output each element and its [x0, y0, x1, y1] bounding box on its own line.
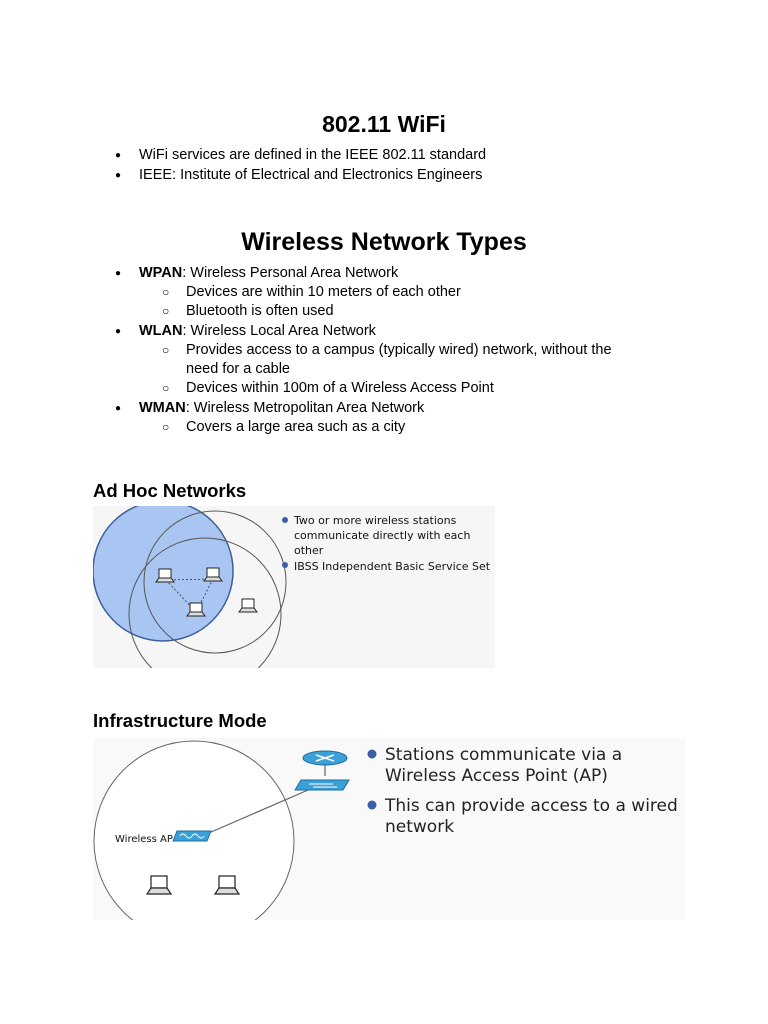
bullet-dot-icon [282, 562, 288, 568]
laptop-icon [215, 876, 239, 894]
router-icon [303, 751, 347, 765]
desc-wlan: : Wireless Local Area Network [182, 323, 376, 339]
bullet-dot-icon [368, 750, 377, 759]
wireless-ap-label: Wireless AP [115, 834, 173, 845]
access-point-icon [173, 831, 211, 841]
sub-wlan-campus-cont: need for a cable [186, 361, 290, 377]
adhoc-note-ibss: IBSS Independent Basic Service Set [294, 560, 491, 573]
adhoc-note-line2: communicate directly with each [294, 529, 471, 542]
term-wman: WMAN [139, 400, 186, 416]
bullet-ieee-definition: ● IEEE: Institute of Electrical and Electronics Engineers [139, 166, 482, 185]
bullet-wman [139, 399, 424, 418]
title-wireless-network-types: Wireless Network Types [241, 228, 527, 256]
sub-wpan-bluetooth: ○ Bluetooth is often used [186, 302, 334, 321]
desc-wman: : Wireless Metropolitan Area Network [185, 400, 425, 416]
svg-text:Two or more wireless stations [293, 514, 474, 557]
switch-icon [295, 780, 349, 790]
sub-wman-city: ○ Covers a large area such as a city [186, 418, 405, 437]
term-wpan: WPAN [139, 265, 183, 281]
sub-wlan-range: ○ Devices within 100m of a Wireless Access Point [186, 379, 494, 398]
svg-text:IBSS Independent Basic Service [294, 560, 491, 573]
laptop-icon [147, 876, 171, 894]
term-wlan: WLAN [139, 323, 183, 339]
bullet-wlan [139, 322, 376, 341]
infra-note-line2: Wireless Access Point (AP) [385, 766, 608, 786]
laptop-icon [239, 599, 257, 612]
laptop-icon [187, 603, 205, 616]
adhoc-note-line3: other [294, 544, 324, 557]
svg-text:Stations communicate via a [385, 745, 628, 786]
bullet-dot-icon [282, 517, 288, 523]
desc-wpan: : Wireless Personal Area Network [182, 265, 399, 281]
title-80211-wifi: 802.11 WiFi [322, 111, 446, 137]
sub-wlan-campus: ○ Provides access to a campus (typically wired) network, without the [186, 341, 612, 360]
laptop-icon [156, 569, 174, 582]
infra-note-line3: This can provide access to a wired [385, 796, 678, 816]
bullet-ieee-standard: ● WiFi services are defined in the IEEE 802.11 standard [139, 146, 486, 165]
sub-wpan-range: ○ Devices are within 10 meters of each other [186, 283, 461, 302]
bullet-dot-icon [368, 801, 377, 810]
bullet-wpan [139, 264, 398, 283]
infrastructure-diagram [93, 738, 685, 920]
infra-note-line1: Stations communicate via a [385, 745, 623, 765]
infra-note-line4: network [385, 817, 455, 837]
adhoc-note-line1: Two or more wireless stations [294, 514, 457, 527]
heading-infrastructure-mode: Infrastructure Mode [93, 710, 267, 731]
adhoc-diagram [93, 506, 495, 668]
heading-ad-hoc: Ad Hoc Networks [93, 480, 247, 501]
laptop-icon [204, 568, 222, 581]
svg-text:This can provide access to a w [384, 796, 683, 837]
